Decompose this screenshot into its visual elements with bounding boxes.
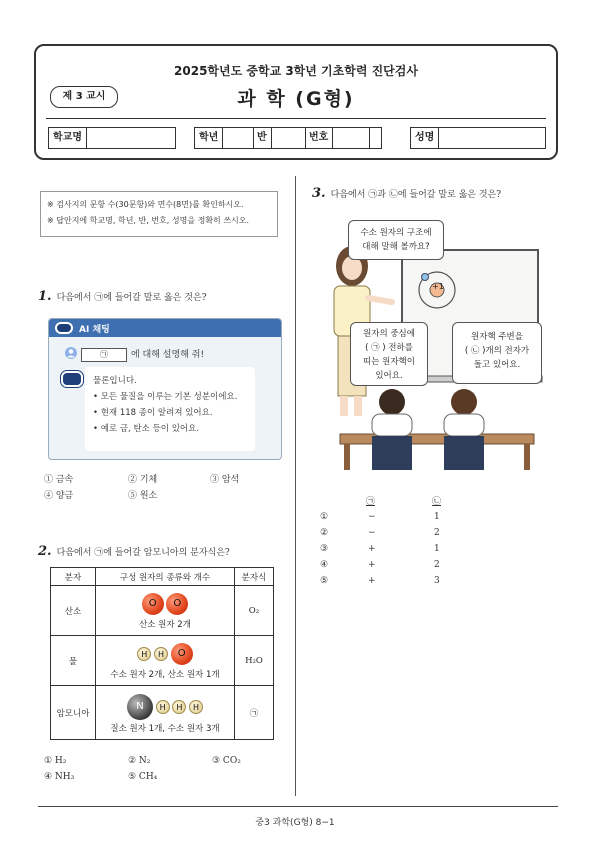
col-b-header: ㉡ (432, 497, 442, 507)
option-a: + (368, 576, 376, 586)
name-field[interactable] (410, 127, 546, 149)
exam-subtitle: 2025학년도 중학교 3학년 기초학력 진단검사 (174, 64, 418, 78)
robot-icon (55, 322, 73, 334)
question-3 (312, 182, 501, 201)
chat-title: AI 채팅 (79, 325, 110, 335)
grade-class-number-field[interactable] (194, 127, 382, 149)
student-girl-figure (444, 389, 484, 470)
table-row (51, 586, 274, 636)
q1-choice-2[interactable]: ② 기체 (128, 475, 158, 485)
option-b: 2 (434, 528, 440, 538)
answer-line-2: • 모든 물질을 이루는 기본 성분이에요. (93, 392, 238, 402)
ai-chat-window (48, 318, 282, 460)
bot-avatar-icon (61, 371, 83, 387)
speech-bubble-teacher (348, 220, 444, 260)
bubble-line: 원자의 중심에 (363, 329, 415, 339)
q3-option-4[interactable] (318, 560, 468, 576)
speech-bubble-student-1 (350, 322, 428, 386)
row-desc: 질소 원자 1개, 수소 원자 3개 (110, 723, 220, 734)
period-badge: 제 3 교시 (50, 86, 118, 108)
hydrogen-atom: H (172, 700, 186, 714)
grade-cell[interactable] (225, 128, 254, 148)
answer-line-4: • 예로 금, 탄소 등이 있어요. (93, 424, 200, 434)
row-desc: 수소 원자 2개, 산소 원자 1개 (110, 670, 220, 680)
row-name: 암모니아 (51, 686, 96, 740)
q1-choice-4[interactable]: ④ 양금 (44, 491, 74, 501)
oxygen-atom: O (166, 593, 188, 615)
option-a: + (368, 544, 376, 554)
row-composition (96, 686, 235, 740)
q2-choice-2[interactable]: ② N₂ (128, 756, 151, 766)
row-desc: 산소 원자 2개 (139, 620, 191, 630)
exam-title: 과 학 (G형) (237, 88, 355, 110)
q3-options (318, 512, 468, 592)
exam-header (34, 44, 558, 160)
bubble-line: 있어요. (375, 371, 403, 381)
q1-choice-5[interactable]: ⑤ 원소 (128, 491, 158, 501)
q1-choice-1[interactable]: ① 금속 (44, 475, 74, 485)
q3-option-1[interactable] (318, 512, 468, 528)
answer-line-1: 물론입니다. (93, 376, 137, 386)
bubble-line: 수소 원자의 구조에 (360, 228, 432, 238)
option-a: + (368, 560, 376, 570)
option-number: ⑤ (320, 576, 329, 586)
option-number: ② (320, 528, 329, 538)
option-a: − (368, 528, 376, 538)
school-field[interactable] (48, 127, 176, 149)
notice-line-1: ※ 검사지의 문항 수(30문항)와 면수(8면)를 확인하시오. (47, 200, 244, 209)
header-divider (46, 118, 546, 119)
notice-line-2: ※ 답안지에 학교명, 학년, 반, 번호, 성명을 정확히 쓰시오. (47, 216, 250, 225)
row-name: 산소 (51, 586, 96, 636)
q3-text: 다음에서 ㉠과 ㉡에 들어갈 말로 옳은 것은? (330, 190, 502, 200)
bubble-line: ( ㉠ ) 전하를 (365, 343, 413, 353)
student-boy-figure (372, 389, 412, 470)
bubble-line: 대해 말해 볼까요? (362, 242, 430, 252)
bubble-line: 띠는 원자핵이 (363, 357, 415, 367)
option-b: 3 (434, 576, 440, 586)
question-2 (38, 540, 230, 559)
col-a-header: ㉠ (366, 497, 376, 507)
q1-text: 다음에서 ㉠에 들어갈 말로 옳은 것은? (56, 293, 207, 303)
chat-header (49, 319, 281, 337)
grade-label: 학년 (195, 128, 223, 148)
notice-box (40, 191, 278, 237)
row-composition (96, 586, 235, 636)
q2-choice-3[interactable]: ③ CO₂ (212, 756, 241, 766)
row-formula: ㉠ (235, 686, 274, 740)
answer-line-3: • 현재 118 종이 알려져 있어요. (93, 408, 213, 418)
ask-blank: ㉠ (81, 348, 127, 362)
footer-divider (38, 806, 558, 807)
question-1 (38, 285, 207, 304)
q2-choice-5[interactable]: ⑤ CH₄ (128, 772, 158, 782)
number-cell[interactable] (335, 128, 370, 148)
option-number: ③ (320, 544, 329, 554)
q3-option-5[interactable] (318, 576, 468, 592)
name-label: 성명 (411, 128, 439, 148)
row-formula: O₂ (235, 586, 274, 636)
option-b: 1 (434, 512, 440, 522)
nitrogen-atom: N (127, 694, 153, 720)
school-label: 학교명 (49, 128, 87, 148)
q3-option-3[interactable] (318, 544, 468, 560)
header-molecule: 분자 (51, 568, 96, 586)
option-number: ① (320, 512, 329, 522)
number-label: 번호 (305, 128, 333, 148)
ask-text: 에 대해 설명해 줘! (131, 350, 205, 360)
header-composition: 구성 원자의 종류와 개수 (96, 568, 235, 586)
q2-number: 2. (38, 544, 52, 559)
bubble-line: 돌고 있어요. (473, 360, 521, 370)
row-formula: H₂O (235, 636, 274, 686)
hydrogen-atom: H (189, 700, 203, 714)
user-avatar-icon (65, 347, 77, 359)
bubble-line: 원자핵 주변을 (471, 332, 523, 342)
hydrogen-atom: H (137, 647, 151, 661)
q3-number: 3. (312, 186, 326, 201)
page-footer: 중3 과학(G형) 8−1 (255, 818, 335, 828)
q2-choice-4[interactable]: ④ NH₃ (44, 772, 75, 782)
molecule-table (50, 567, 274, 740)
q3-option-2[interactable] (318, 528, 468, 544)
hydrogen-atom: H (156, 700, 170, 714)
class-label: 반 (253, 128, 272, 148)
user-message (65, 347, 204, 362)
row-name: 물 (51, 636, 96, 686)
q1-choice-3[interactable]: ③ 암석 (210, 475, 240, 485)
bot-answer (85, 367, 255, 451)
option-a: − (368, 512, 376, 522)
row-composition (96, 636, 235, 686)
bubble-line: ( ㉡ )개의 전자가 (464, 346, 530, 356)
nucleus-label: +1 (432, 282, 444, 291)
option-b: 2 (434, 560, 440, 570)
option-b: 1 (434, 544, 440, 554)
q2-text: 다음에서 ㉠에 들어갈 암모니아의 분자식은? (56, 548, 230, 558)
q1-number: 1. (38, 289, 52, 304)
header-formula: 분자식 (235, 568, 274, 586)
column-divider (295, 176, 296, 796)
table-row (51, 636, 274, 686)
hydrogen-atom: H (154, 647, 168, 661)
q2-choice-1[interactable]: ① H₂ (44, 756, 67, 766)
speech-bubble-student-2 (452, 322, 542, 384)
table-row (51, 686, 274, 740)
option-number: ④ (320, 560, 329, 570)
class-cell[interactable] (273, 128, 306, 148)
oxygen-atom: O (142, 593, 164, 615)
oxygen-atom: O (171, 643, 193, 665)
